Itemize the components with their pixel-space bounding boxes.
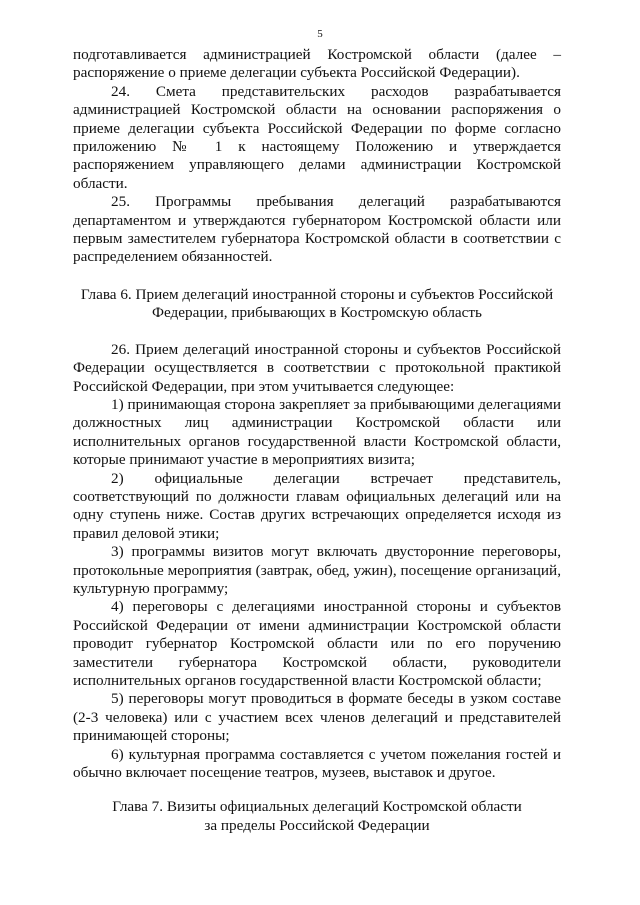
list-item-2: 2) официальные делегации встречает представитель, соответствующий по должности главам официальных делегаций или на одну ступень ниже. Состав других встречающих определяется исходя из правил деловой этики; [73,469,561,542]
document-body [73,46,561,835]
paragraph-continuation: подготавливается администрацией Костромской области (далее – распоряжение о приеме делегации субъекта Российской Федерации). [73,46,561,82]
list-item-1: 1) принимающая сторона закрепляет за прибывающими делегациями должностных лиц администрации Костромской области или исполнительных органов государственной власти Костромской области, которые принимают участие в мероприятиях визита; [73,395,561,469]
chapter-6-heading-line-2: Федерации, прибывающих в Костромскую область [152,304,482,322]
list-item-3: 3) программы визитов могут включать двусторонние переговоры, протокольные мероприятия (завтрак, обед, ужин), посещение организаций, культурную программу; [73,543,561,597]
page-number: 5 [317,28,323,40]
paragraph-25: 25. Программы пребывания делегаций разрабатываются департаментом и утверждаются губернатором Костромской области или первым заместителем губернатора Костромской области в соответствии с распределением обязанностей. [73,193,561,266]
paragraph-26: 26. Прием делегаций иностранной стороны и субъектов Российской Федерации осуществляется в соответствии с протокольной практикой Российской Федерации, при этом учитывается следующее: [73,340,561,395]
chapter-6-heading-line-1: Глава 6. Прием делегаций иностранной стороны и субъектов Российской [80,285,554,303]
chapter-7-heading [73,798,561,835]
chapter-6-heading [73,286,561,323]
chapter-7-heading-line-2: за пределы Российской Федерации [204,816,430,834]
chapter-7-heading-line-1: Глава 7. Визиты официальных делегаций Костромской области [112,798,522,816]
list-item-6: 6) культурная программа составляется с учетом пожелания гостей и обычно включает посещение театров, музеев, выставок и другое. [73,745,561,782]
paragraph-24: 24. Смета представительских расходов разрабатывается администрацией Костромской области на основании распоряжения о приеме делегации субъекта Российской Федерации по форме согласно приложению № 1 к настоящему Положению и утверждается распоряжением управляющего делами администрации Костромской области. [73,82,561,192]
list-item-4: 4) переговоры с делегациями иностранной стороны и субъектов Российской Федерации от имени администрации Костромской области проводит губернатор Костромской области или по его поручению заместители губернатора Костромской области, руководители исполнительных органов государственной власти Костромской области; [73,598,561,689]
list-item-5: 5) переговоры могут проводиться в формате беседы в узком составе (2-3 человека) или с участием всех членов делегаций и представителей принимающей стороны; [73,690,561,745]
